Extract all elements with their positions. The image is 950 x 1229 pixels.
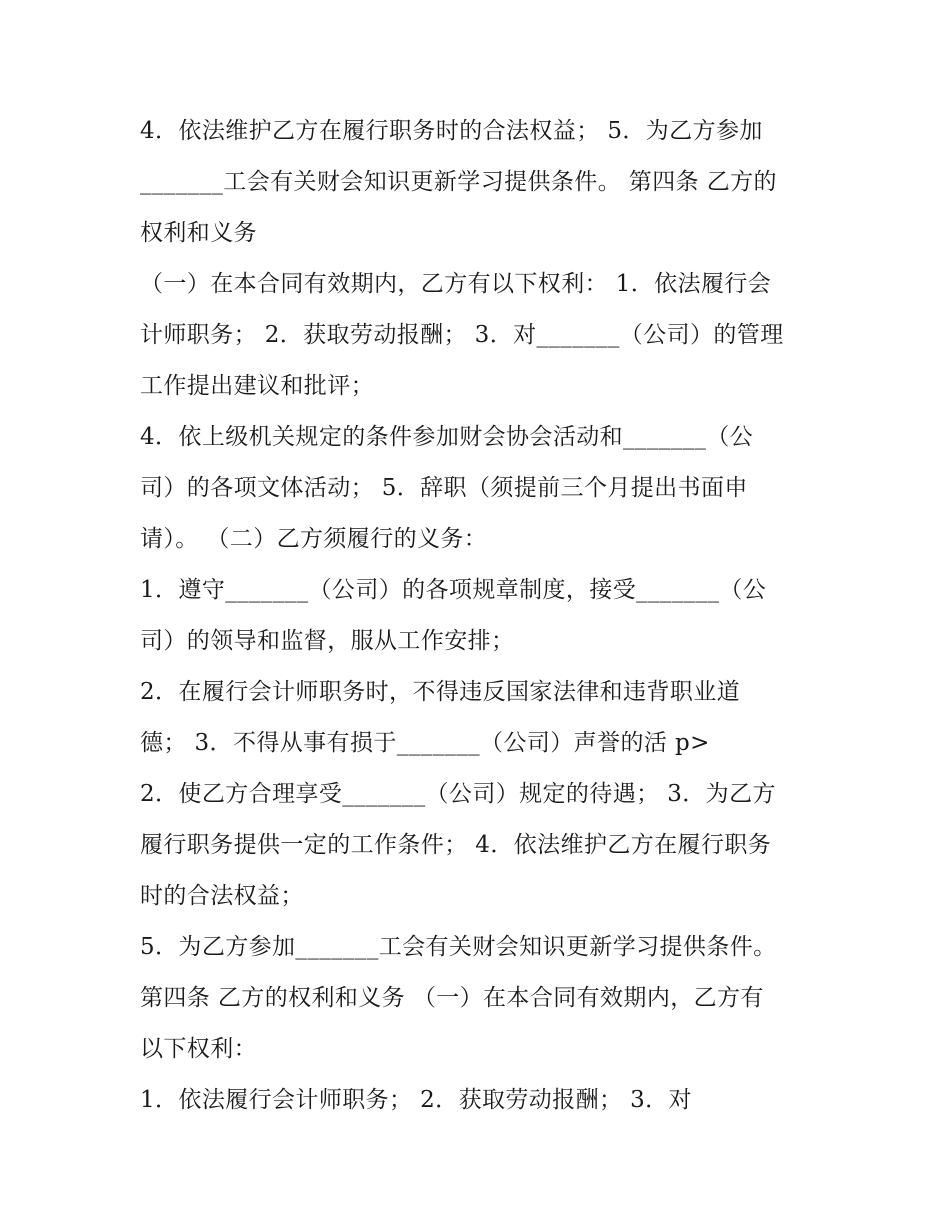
text-line: 以下权利： bbox=[140, 1036, 257, 1062]
text-line: 1．依法履行会计师职务； 2．获取劳动报酬； 3．对 bbox=[140, 1087, 692, 1113]
text-line: 4．依上级机关规定的条件参加财会协会活动和_______（公 bbox=[140, 424, 754, 450]
text-line: _______工会有关财会知识更新学习提供条件。 第四条 乙方的 bbox=[140, 169, 777, 195]
text-line: 司）的领导和监督，服从工作安排； bbox=[140, 628, 515, 654]
text-line: 德； 3．不得从事有损于_______（公司）声誉的活 p> bbox=[140, 730, 710, 756]
text-line: 第四条 乙方的权利和义务 （一）在本合同有效期内，乙方有 bbox=[140, 985, 764, 1011]
text-line: 2．在履行会计师职务时，不得违反国家法律和违背职业道 bbox=[140, 679, 741, 705]
text-line: 履行职务提供一定的工作条件； 4．依法维护乙方在履行职务 bbox=[140, 832, 772, 858]
text-line: 1．遵守_______（公司）的各项规章制度，接受_______（公 bbox=[140, 577, 767, 603]
text-line: 计师职务； 2．获取劳动报酬； 3．对_______（公司）的管理 bbox=[140, 322, 784, 348]
text-line: 请）。 （二）乙方须履行的义务： bbox=[140, 526, 488, 552]
text-line: 2．使乙方合理享受_______（公司）规定的待遇； 3．为乙方 bbox=[140, 781, 776, 807]
contract-body-text bbox=[140, 106, 820, 1126]
text-line: 司）的各项文体活动； 5．辞职（须提前三个月提出书面申 bbox=[140, 475, 748, 501]
text-line: 工作提出建议和批评； bbox=[140, 373, 374, 399]
text-line: （一）在本合同有效期内，乙方有以下权利： 1．依法履行会 bbox=[140, 271, 772, 297]
text-line: 时的合法权益； bbox=[140, 883, 304, 909]
text-line: 5．为乙方参加_______工会有关财会知识更新学习提供条件。 bbox=[140, 934, 777, 960]
text-line: 权利和义务 bbox=[140, 220, 257, 246]
text-line: 4．依法维护乙方在履行职务时的合法权益； 5．为乙方参加 bbox=[140, 118, 763, 144]
